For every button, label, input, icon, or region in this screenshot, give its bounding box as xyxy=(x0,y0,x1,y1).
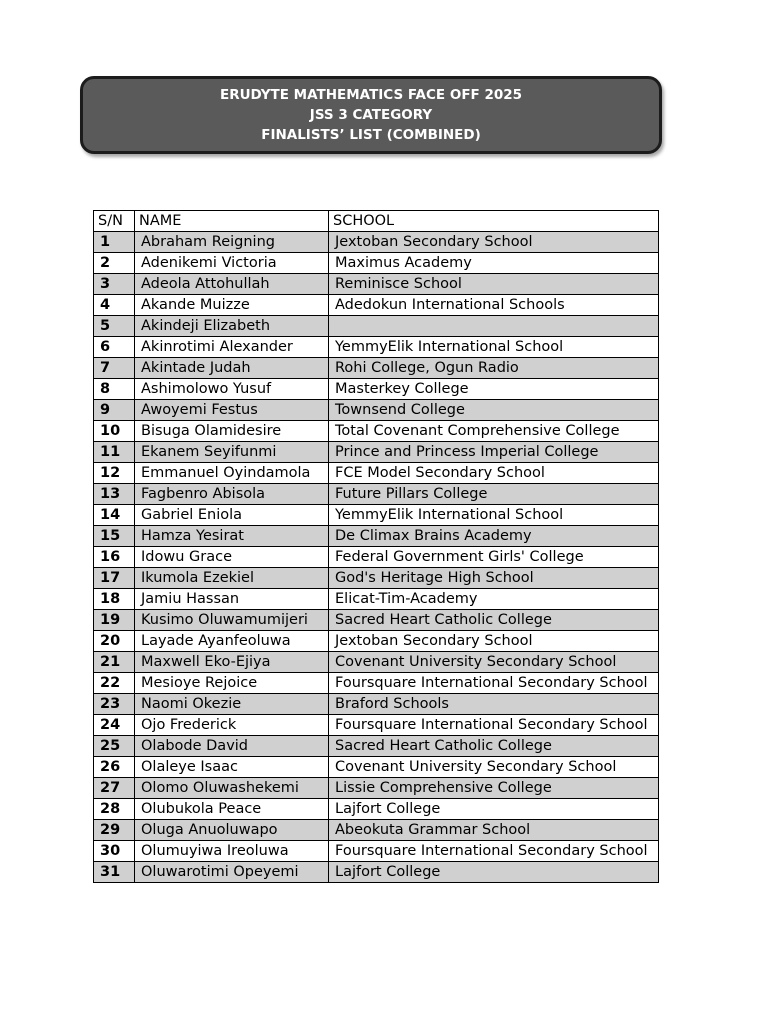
row-serial-number: 6 xyxy=(94,337,135,358)
row-student-name: Emmanuel Oyindamola xyxy=(135,463,329,484)
row-school-name: Jextoban Secondary School xyxy=(329,631,659,652)
table-row xyxy=(94,799,659,820)
row-school-name: Prince and Princess Imperial College xyxy=(329,442,659,463)
row-student-name: Ekanem Seyifunmi xyxy=(135,442,329,463)
row-serial-number: 22 xyxy=(94,673,135,694)
row-school-name: Total Covenant Comprehensive College xyxy=(329,421,659,442)
row-serial-number: 2 xyxy=(94,253,135,274)
table-row xyxy=(94,358,659,379)
table-row xyxy=(94,232,659,253)
column-header-school: SCHOOL xyxy=(329,211,659,232)
row-school-name: Sacred Heart Catholic College xyxy=(329,736,659,757)
row-school-name: Maximus Academy xyxy=(329,253,659,274)
row-serial-number: 18 xyxy=(94,589,135,610)
finalists-table xyxy=(93,210,659,883)
row-serial-number: 31 xyxy=(94,862,135,883)
row-school-name: Federal Government Girls' College xyxy=(329,547,659,568)
table-header-row xyxy=(94,211,659,232)
row-student-name: Ojo Frederick xyxy=(135,715,329,736)
table-row xyxy=(94,337,659,358)
row-school-name: Covenant University Secondary School xyxy=(329,757,659,778)
table-row xyxy=(94,673,659,694)
row-school-name: Foursquare International Secondary School xyxy=(329,673,659,694)
table-row xyxy=(94,820,659,841)
row-school-name: De Climax Brains Academy xyxy=(329,526,659,547)
table-row xyxy=(94,757,659,778)
row-serial-number: 21 xyxy=(94,652,135,673)
row-student-name: Akindeji Elizabeth xyxy=(135,316,329,337)
row-serial-number: 29 xyxy=(94,820,135,841)
row-school-name: Elicat-Tim-Academy xyxy=(329,589,659,610)
row-serial-number: 9 xyxy=(94,400,135,421)
row-student-name: Oluwarotimi Opeyemi xyxy=(135,862,329,883)
table-row xyxy=(94,694,659,715)
title-line-list: FINALISTS’ LIST (COMBINED) xyxy=(261,127,481,143)
table-row xyxy=(94,274,659,295)
row-student-name: Awoyemi Festus xyxy=(135,400,329,421)
table-row xyxy=(94,526,659,547)
row-school-name: Adedokun International Schools xyxy=(329,295,659,316)
table-row xyxy=(94,484,659,505)
row-school-name: Braford Schools xyxy=(329,694,659,715)
table-row xyxy=(94,652,659,673)
table-row xyxy=(94,631,659,652)
column-header-name: NAME xyxy=(135,211,329,232)
row-serial-number: 16 xyxy=(94,547,135,568)
row-serial-number: 24 xyxy=(94,715,135,736)
row-school-name xyxy=(329,316,659,337)
table-row xyxy=(94,421,659,442)
row-school-name: Masterkey College xyxy=(329,379,659,400)
row-school-name: Future Pillars College xyxy=(329,484,659,505)
row-serial-number: 19 xyxy=(94,610,135,631)
row-student-name: Olubukola Peace xyxy=(135,799,329,820)
row-student-name: Fagbenro Abisola xyxy=(135,484,329,505)
row-student-name: Ashimolowo Yusuf xyxy=(135,379,329,400)
table-row xyxy=(94,841,659,862)
row-student-name: Layade Ayanfeoluwa xyxy=(135,631,329,652)
row-school-name: Jextoban Secondary School xyxy=(329,232,659,253)
row-serial-number: 3 xyxy=(94,274,135,295)
row-student-name: Olomo Oluwashekemi xyxy=(135,778,329,799)
row-serial-number: 30 xyxy=(94,841,135,862)
row-student-name: Akande Muizze xyxy=(135,295,329,316)
row-serial-number: 12 xyxy=(94,463,135,484)
table-row xyxy=(94,589,659,610)
row-student-name: Akintade Judah xyxy=(135,358,329,379)
table-row xyxy=(94,736,659,757)
row-serial-number: 4 xyxy=(94,295,135,316)
row-school-name: Foursquare International Secondary School xyxy=(329,715,659,736)
title-banner xyxy=(80,76,662,154)
table-row xyxy=(94,715,659,736)
table-row xyxy=(94,505,659,526)
row-school-name: YemmyElik International School xyxy=(329,337,659,358)
row-student-name: Bisuga Olamidesire xyxy=(135,421,329,442)
row-serial-number: 5 xyxy=(94,316,135,337)
row-school-name: YemmyElik International School xyxy=(329,505,659,526)
table-row xyxy=(94,253,659,274)
table-row xyxy=(94,400,659,421)
row-school-name: Abeokuta Grammar School xyxy=(329,820,659,841)
row-serial-number: 15 xyxy=(94,526,135,547)
table-row xyxy=(94,379,659,400)
row-student-name: Abraham Reigning xyxy=(135,232,329,253)
row-serial-number: 23 xyxy=(94,694,135,715)
table-row xyxy=(94,778,659,799)
row-student-name: Olabode David xyxy=(135,736,329,757)
row-student-name: Adeola Attohullah xyxy=(135,274,329,295)
row-student-name: Adenikemi Victoria xyxy=(135,253,329,274)
row-school-name: Sacred Heart Catholic College xyxy=(329,610,659,631)
row-serial-number: 26 xyxy=(94,757,135,778)
row-serial-number: 13 xyxy=(94,484,135,505)
row-serial-number: 20 xyxy=(94,631,135,652)
table-row xyxy=(94,295,659,316)
row-serial-number: 28 xyxy=(94,799,135,820)
row-serial-number: 27 xyxy=(94,778,135,799)
column-header-sn: S/N xyxy=(94,211,135,232)
row-school-name: FCE Model Secondary School xyxy=(329,463,659,484)
table-row xyxy=(94,442,659,463)
row-school-name: Lissie Comprehensive College xyxy=(329,778,659,799)
row-student-name: Gabriel Eniola xyxy=(135,505,329,526)
table-body xyxy=(94,232,659,883)
table-row xyxy=(94,610,659,631)
row-student-name: Kusimo Oluwamumijeri xyxy=(135,610,329,631)
row-serial-number: 8 xyxy=(94,379,135,400)
row-school-name: God's Heritage High School xyxy=(329,568,659,589)
table-row xyxy=(94,568,659,589)
row-school-name: Lajfort College xyxy=(329,799,659,820)
row-school-name: Covenant University Secondary School xyxy=(329,652,659,673)
row-student-name: Olumuyiwa Ireoluwa xyxy=(135,841,329,862)
row-student-name: Jamiu Hassan xyxy=(135,589,329,610)
row-student-name: Olaleye Isaac xyxy=(135,757,329,778)
row-serial-number: 7 xyxy=(94,358,135,379)
table-row xyxy=(94,316,659,337)
row-student-name: Maxwell Eko-Ejiya xyxy=(135,652,329,673)
row-student-name: Idowu Grace xyxy=(135,547,329,568)
title-line-category: JSS 3 CATEGORY xyxy=(309,107,433,123)
row-student-name: Hamza Yesirat xyxy=(135,526,329,547)
row-serial-number: 25 xyxy=(94,736,135,757)
row-school-name: Foursquare International Secondary School xyxy=(329,841,659,862)
row-serial-number: 11 xyxy=(94,442,135,463)
row-school-name: Rohi College, Ogun Radio xyxy=(329,358,659,379)
row-school-name: Townsend College xyxy=(329,400,659,421)
row-student-name: Akinrotimi Alexander xyxy=(135,337,329,358)
title-line-competition: ERUDYTE MATHEMATICS FACE OFF 2025 xyxy=(219,87,523,103)
row-student-name: Ikumola Ezekiel xyxy=(135,568,329,589)
row-serial-number: 10 xyxy=(94,421,135,442)
row-student-name: Mesioye Rejoice xyxy=(135,673,329,694)
table-row xyxy=(94,463,659,484)
row-school-name: Lajfort College xyxy=(329,862,659,883)
row-serial-number: 14 xyxy=(94,505,135,526)
row-serial-number: 1 xyxy=(94,232,135,253)
row-serial-number: 17 xyxy=(94,568,135,589)
row-school-name: Reminisce School xyxy=(329,274,659,295)
table-row xyxy=(94,862,659,883)
table-row xyxy=(94,547,659,568)
row-student-name: Naomi Okezie xyxy=(135,694,329,715)
row-student-name: Oluga Anuoluwapo xyxy=(135,820,329,841)
